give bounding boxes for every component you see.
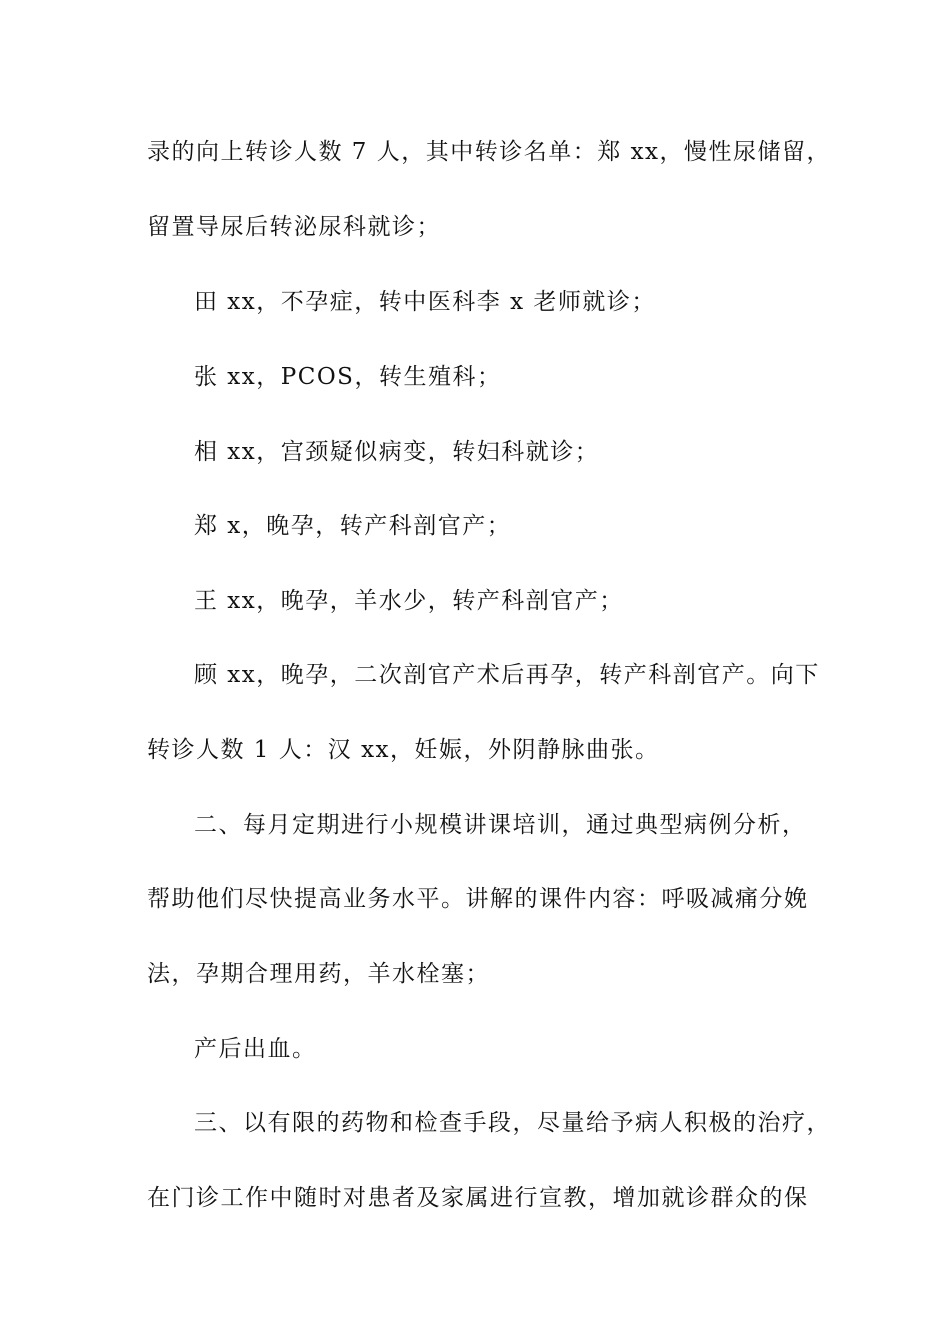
text-line: 在门诊工作中随时对患者及家属进行宣教，增加就诊群众的保: [147, 1185, 809, 1211]
text-line: 顾 xx，晚孕，二次剖官产术后再孕，转产科剖官产。向下: [194, 662, 820, 688]
text-line: 郑 x，晚孕，转产科剖官产；: [194, 513, 512, 539]
text-line: 录的向上转诊人数 7 人，其中转诊名单：郑 xx，慢性尿储留，: [147, 139, 832, 165]
text-line: 产后出血。: [194, 1036, 317, 1062]
text-line: 田 xx，不孕症，转中医科李 x 老师就诊；: [194, 289, 656, 315]
text-line: 王 xx，晚孕，羊水少，转产科剖官产；: [194, 588, 624, 614]
text-line: 转诊人数 1 人：汉 xx，妊娠，外阴静脉曲张。: [147, 737, 660, 763]
text-line: 二、每月定期进行小规模讲课培训，通过典型病例分析，: [194, 812, 807, 838]
text-line: 相 xx，宫颈疑似病变，转妇科就诊；: [194, 439, 600, 465]
text-line: 留置导尿后转泌尿科就诊；: [147, 214, 441, 240]
text-line: 法，孕期合理用药，羊水栓塞；: [147, 961, 490, 987]
text-line: 张 xx，PCOS，转生殖科；: [194, 364, 502, 390]
text-line: 三、以有限的药物和检查手段，尽量给予病人积极的治疗，: [194, 1110, 831, 1136]
text-line: 帮助他们尽快提高业务水平。讲解的课件内容：呼吸减痛分娩: [147, 886, 809, 912]
